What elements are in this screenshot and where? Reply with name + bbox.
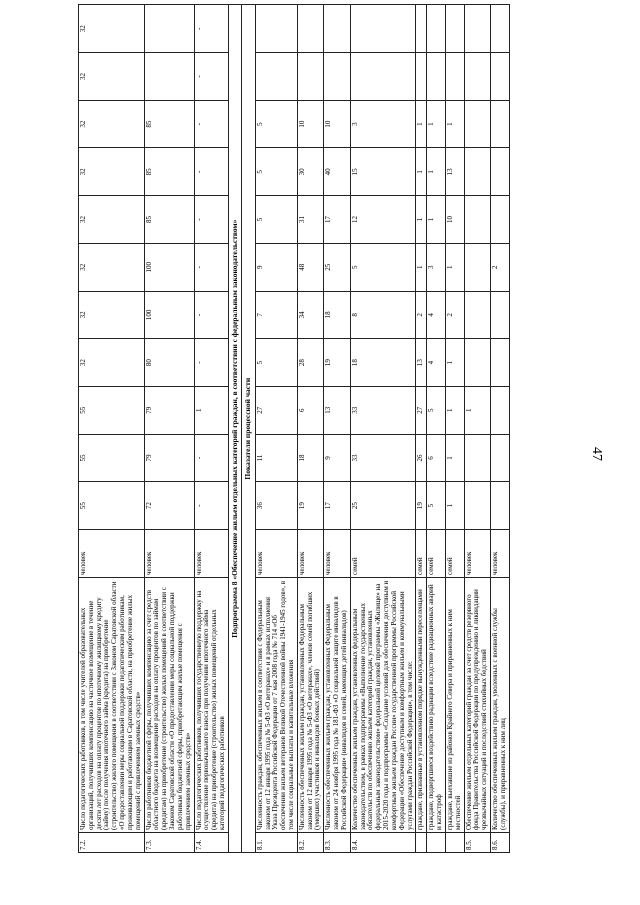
value-cell	[324, 4, 350, 52]
section-title: Подпрограмма 8 «Обеспечение жильем отдельных категорий граждан, в соответствии с федеральным законодательством»	[228, 4, 241, 852]
value-cell: 40	[324, 148, 350, 196]
value-cell: 79	[144, 386, 194, 434]
value-cell: 17	[324, 195, 350, 243]
value-cell: 30	[297, 148, 323, 196]
page-number: 47	[589, 447, 604, 461]
value-cell: 1	[445, 434, 464, 482]
table-body-bottom	[255, 4, 509, 852]
subsection-title: Показатели процессной части	[242, 4, 255, 852]
value-cell: 4	[427, 291, 446, 339]
table-row	[255, 4, 297, 852]
value-cell: 18	[324, 291, 350, 339]
value-cell	[464, 52, 490, 100]
row-number: 8.1.	[255, 832, 297, 852]
value-cell: 17	[324, 481, 350, 529]
row-number: 8.3.	[324, 832, 350, 852]
value-cell: 1	[445, 386, 464, 434]
value-cell	[144, 4, 194, 52]
value-cell: 33	[350, 386, 416, 434]
value-cell: 72	[144, 481, 194, 529]
value-cell: 6	[427, 434, 446, 482]
subsection-row	[242, 4, 255, 852]
unit-cell: человек	[79, 529, 145, 577]
unit-cell: человек	[464, 529, 490, 577]
value-cell: 3	[350, 100, 416, 148]
value-cell: 13	[324, 386, 350, 434]
value-cell	[491, 100, 510, 148]
table-row	[144, 4, 194, 852]
value-cell: 27	[255, 386, 297, 434]
value-cell: 9	[324, 434, 350, 482]
unit-cell: человек	[194, 529, 228, 577]
value-cell: 33	[350, 434, 416, 482]
value-cell: 34	[297, 291, 323, 339]
value-cell: 10	[297, 100, 323, 148]
value-cell: 1	[416, 243, 427, 291]
value-cell: 5	[255, 100, 297, 148]
unit-cell: семей	[445, 529, 464, 577]
value-cell: 13	[445, 148, 464, 196]
indicators-table	[78, 4, 510, 853]
value-cell: 1	[416, 195, 427, 243]
value-cell	[255, 4, 297, 52]
value-cell: 25	[324, 243, 350, 291]
unit-cell: семей	[350, 529, 416, 577]
table-row	[194, 4, 228, 852]
value-cell: 36	[255, 481, 297, 529]
value-cell: 6	[297, 386, 323, 434]
value-cell: 8	[350, 291, 416, 339]
table-row	[445, 4, 464, 852]
value-cell: 28	[297, 338, 323, 386]
value-cell: -	[194, 291, 228, 339]
value-cell: 32	[79, 195, 145, 243]
value-cell: 26	[416, 434, 427, 482]
value-cell: -	[194, 481, 228, 529]
table-row	[297, 4, 323, 852]
value-cell: 32	[79, 243, 145, 291]
value-cell: 5	[350, 243, 416, 291]
indicator-name: Количество обеспеченных жильем граждан, установленных федеральным законодательством, в рамках подпрограммы «Выполнение государственных обязательств по обеспечению жильем категорий граждан, установленных федеральным законодательством» федеральной целевой программы «Жилище» на 2015-2020 годы и подпрограммы «Создание условий для обеспечения доступным и комфортным жильем граждан России» государственной программы Российской Федерации «Обеспечение доступным и комфортным жильем и коммунальными услугами граждан Российской Федерации», в том числе:	[350, 577, 416, 832]
value-cell: 9	[255, 243, 297, 291]
unit-cell: семей	[427, 529, 446, 577]
value-cell: 2	[445, 291, 464, 339]
value-cell: -	[194, 434, 228, 482]
indicator-name: граждане, признанные в установленном порядке вынужденными переселенцами	[416, 577, 427, 832]
rotated-table-container	[78, 24, 562, 853]
value-cell: -	[194, 243, 228, 291]
value-cell	[491, 386, 510, 434]
value-cell	[491, 338, 510, 386]
value-cell: 18	[350, 338, 416, 386]
value-cell: -	[194, 195, 228, 243]
value-cell: 1	[464, 386, 490, 434]
value-cell: 1	[427, 100, 446, 148]
value-cell: -	[194, 338, 228, 386]
unit-cell: человек	[144, 529, 194, 577]
value-cell: 32	[79, 52, 145, 100]
value-cell: 55	[79, 386, 145, 434]
row-number	[427, 832, 446, 852]
value-cell: 85	[144, 195, 194, 243]
indicator-name: Численность обеспеченных жильем граждан, установленных Федеральным законом от 12 января 1995 года № 5-ФЗ «О ветеранах», членов семей погибших (умерших) участников и инвалидов боевых действий)	[297, 577, 323, 832]
value-cell: 1	[427, 148, 446, 196]
value-cell: 48	[297, 243, 323, 291]
unit-cell: семей	[416, 529, 427, 577]
value-cell: 10	[324, 100, 350, 148]
value-cell	[144, 52, 194, 100]
value-cell: -	[194, 148, 228, 196]
value-cell: 79	[144, 434, 194, 482]
value-cell: 1	[445, 243, 464, 291]
value-cell	[464, 243, 490, 291]
indicator-name: Численность обеспеченных жильем граждан, установленных Федеральным законом от 24 ноября 1995 года № 181-ФЗ «О социальной защите инвалидов в Российской Федерации» (инвалидов и семей, имеющих детей инвалидов)	[324, 577, 350, 832]
row-number: 8.2.	[297, 832, 323, 852]
value-cell: 32	[79, 148, 145, 196]
value-cell: 10	[445, 195, 464, 243]
row-number	[445, 832, 464, 852]
value-cell: 5	[427, 481, 446, 529]
value-cell	[491, 434, 510, 482]
value-cell	[297, 4, 323, 52]
value-cell	[416, 4, 427, 52]
value-cell	[255, 52, 297, 100]
row-number: 7.2.	[79, 832, 145, 852]
value-cell: 19	[416, 481, 427, 529]
row-number: 8.4.	[350, 832, 416, 852]
value-cell: 1	[445, 338, 464, 386]
row-number: 8.6.	[491, 832, 510, 852]
indicator-name: Число педагогических работников, получивших государственную поддержку на осуществление первоначального взноса при получении ипотечного займа (кредита) на приобретение (строительство) жилых помещений отдельных категорий педагогических работников	[194, 577, 228, 832]
table-row	[427, 4, 446, 852]
value-cell: -	[194, 100, 228, 148]
value-cell	[427, 52, 446, 100]
indicator-name: Количество обеспеченных жильем граждан, уволенных с военной службы (службы), и приравненных к ним лиц	[491, 577, 510, 832]
value-cell: 19	[297, 481, 323, 529]
value-cell	[491, 148, 510, 196]
value-cell: 5	[427, 386, 446, 434]
value-cell: 32	[79, 291, 145, 339]
value-cell: 5	[255, 148, 297, 196]
row-number: 7.4.	[194, 832, 228, 852]
value-cell: 25	[350, 481, 416, 529]
table-row	[350, 4, 416, 852]
value-cell: 13	[416, 338, 427, 386]
value-cell	[445, 52, 464, 100]
value-cell: 3	[427, 243, 446, 291]
indicator-name: Обеспечение жильем отдельных категорий граждан за счет средств резервного фонда Правительства Российской Федерации по предупреждению и ликвидации чрезвычайных ситуаций и последствий стихийных бедствий	[464, 577, 490, 832]
unit-cell: человек	[491, 529, 510, 577]
value-cell: 5	[255, 195, 297, 243]
value-cell: 12	[350, 195, 416, 243]
value-cell: 27	[416, 386, 427, 434]
value-cell: -	[194, 4, 228, 52]
value-cell	[350, 4, 416, 52]
value-cell	[491, 195, 510, 243]
table-row	[491, 4, 510, 852]
section-header	[228, 4, 255, 852]
value-cell	[324, 52, 350, 100]
value-cell	[297, 52, 323, 100]
value-cell: 1	[427, 195, 446, 243]
table-row	[416, 4, 427, 852]
value-cell	[464, 481, 490, 529]
value-cell: 15	[350, 148, 416, 196]
value-cell	[464, 148, 490, 196]
value-cell	[491, 4, 510, 52]
value-cell: 2	[491, 243, 510, 291]
value-cell	[464, 195, 490, 243]
value-cell: 80	[144, 338, 194, 386]
value-cell	[464, 434, 490, 482]
value-cell: 1	[416, 100, 427, 148]
value-cell	[464, 100, 490, 148]
value-cell: 55	[79, 481, 145, 529]
unit-cell: человек	[255, 529, 297, 577]
value-cell: 1	[194, 386, 228, 434]
value-cell: 85	[144, 148, 194, 196]
row-number: 8.5.	[464, 832, 490, 852]
value-cell	[416, 52, 427, 100]
indicator-name: граждане, подвергшиеся воздействию радиации вследствие радиационных аварий и катастроф	[427, 577, 446, 832]
value-cell: 1	[445, 481, 464, 529]
value-cell: -	[194, 52, 228, 100]
value-cell: 32	[79, 4, 145, 52]
indicator-name: Число работников бюджетной сферы, получивших компенсацию за счет средств областного бюджета на возмещение расходов на оплату процентов по займам (кредитам) на приобретение (строительство) жилых помещений в соответствии с Законом Саратовской области «О предоставлении меры социальной поддержки работникам бюджетной сферы, приобретающим жилые помещения с привлечением заемных средств»	[144, 577, 194, 832]
value-cell	[464, 338, 490, 386]
value-cell	[464, 4, 490, 52]
table-body-top	[79, 4, 229, 852]
unit-cell: человек	[297, 529, 323, 577]
value-cell: 19	[324, 338, 350, 386]
table-row	[79, 4, 145, 852]
value-cell	[464, 291, 490, 339]
value-cell: 32	[79, 100, 145, 148]
value-cell: 1	[416, 148, 427, 196]
value-cell: 100	[144, 243, 194, 291]
value-cell	[491, 481, 510, 529]
value-cell: 5	[255, 338, 297, 386]
value-cell: 18	[297, 434, 323, 482]
value-cell: 7	[255, 291, 297, 339]
value-cell: 2	[416, 291, 427, 339]
row-number	[416, 832, 427, 852]
indicator-name: Число педагогических работников, в том числе учителей образовательных организаций, получивших компенсацию на частичное возмещение в течение десяти лет расходов на оплату процентов по ипотечному жилищному кредиту (займу) после получения ипотечного займа (кредита) на приобретение (строительство) жилого помещения в соответствии с Законом Саратовской области «О предоставлении меры социальной поддержки педагогическим работникам, проживающим и работающим в Саратовской области, на приобретение жилых помещений с привлечением заемных средств»	[79, 577, 145, 832]
value-cell	[350, 52, 416, 100]
row-number: 7.3.	[144, 832, 194, 852]
value-cell: 4	[427, 338, 446, 386]
value-cell: 100	[144, 291, 194, 339]
value-cell: 1	[445, 100, 464, 148]
indicator-name: граждане, выехавшие из районов Крайнего Севера и приравненных к ним местностей	[445, 577, 464, 832]
indicator-name: Численность граждан, обеспеченных жильем в соответствии с Федеральным законом от 12 января 1995 года № 5-ФЗ «О ветеранах» и в рамках исполнения Указа Президента Российской Федерации от 7 мая 2008 года № 714 «Об обеспечении жильем ветеранов Великой Отечественной войны 1941-1945 годов», в том числе социальные выплаты и капитальные вложения	[255, 577, 297, 832]
value-cell	[427, 4, 446, 52]
value-cell: 31	[297, 195, 323, 243]
value-cell	[491, 291, 510, 339]
value-cell	[491, 52, 510, 100]
section-row	[228, 4, 241, 852]
table-row	[464, 4, 490, 852]
value-cell: 55	[79, 434, 145, 482]
table-row	[324, 4, 350, 852]
value-cell: 32	[79, 338, 145, 386]
value-cell	[445, 4, 464, 52]
unit-cell: человек	[324, 529, 350, 577]
value-cell: 85	[144, 100, 194, 148]
value-cell: 11	[255, 434, 297, 482]
